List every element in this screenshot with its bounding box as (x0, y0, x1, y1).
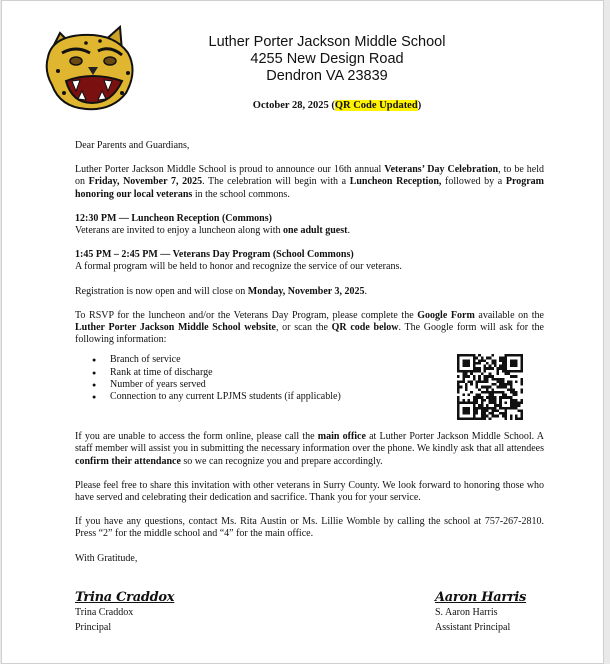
program-heading: 1:45 PM – 2:45 PM — Veterans Day Program (School Commons) (75, 249, 354, 261)
rsvp-paragraph: To RSVP for the luncheon and/or the Veterans Day Program, please complete the Google Form available on the Luther Porter Jackson Middle School website, or scan the QR code below. The Google form will ask for the following information: (75, 309, 544, 346)
closing: With Gratitude, (75, 552, 138, 564)
principal-signature-block (75, 590, 174, 635)
letter-page (1, 0, 604, 664)
assistant-principal-title: Assistant Principal (435, 622, 511, 633)
principal-title: Principal (75, 622, 112, 633)
salutation: Dear Parents and Guardians, (75, 140, 190, 151)
contact-paragraph: If you have any questions, contact Ms. Rita Austin or Ms. Lillie Womble by calling the school at 757-267-2810. Press “2” for the middle school and “4” for the main office. (75, 516, 544, 540)
intro-paragraph: Luther Porter Jackson Middle School is proud to announce our 16th annual Veterans’ Day Celebration, to be held on Friday, November 7, 2025. The celebration will begin with a Luncheon Reception, followed by a Program honoring our local veterans in the school commons. (75, 164, 544, 200)
list-item: ● Branch of service (110, 354, 410, 366)
assistant-principal-signature: Aaron Harris (435, 590, 527, 605)
qr-code-icon[interactable] (457, 354, 523, 420)
principal-signature: Trina Craddox (75, 590, 175, 605)
school-address-block (162, 34, 492, 85)
letter-date: October 28, 2025 (QR Code Updated) (252, 100, 422, 111)
list-item: ● Rank at time of discharge (110, 367, 410, 379)
registration-paragraph: Registration is now open and will close on Monday, November 3, 2025. (75, 285, 368, 297)
assistant-principal-name: S. Aaron Harris (435, 607, 498, 618)
info-list (75, 354, 410, 403)
school-name: Luther Porter Jackson Middle School (208, 34, 446, 50)
school-city: Dendron VA 23839 (266, 68, 388, 84)
share-paragraph: Please feel free to share this invitation with other veterans in Surry County. We look forward to honoring those who have served and celebrating their dedication and sacrifice. Thank you for your service. (75, 479, 544, 504)
luncheon-heading: 12:30 PM — Luncheon Reception (Commons) (75, 212, 272, 224)
assistant-principal-signature-block (435, 590, 526, 635)
principal-name: Trina Craddox (75, 607, 134, 618)
qr-updated-highlight: QR Code Updated (334, 100, 418, 111)
phone-paragraph: If you are unable to access the form online, please call the main office at Luther Porter Jackson Middle School. A staff member will assist you in submitting the necessary information over the phone. We kindly ask that all attendees confirm their attendance so we can recognize you and prepare accordingly. (75, 431, 544, 467)
list-item: ● Connection to any current LPJMS students (if applicable) (110, 391, 410, 403)
program-section: 1:45 PM – 2:45 PM — Veterans Day Program (School Commons) A formal program will be held to honor and recognize the service of our veterans. (75, 249, 402, 273)
luncheon-section: 12:30 PM — Luncheon Reception (Commons) Veterans are invited to enjoy a luncheon along with one adult guest. (75, 212, 350, 237)
school-street: 4255 New Design Road (250, 51, 404, 67)
list-item: ● Number of years served (110, 379, 410, 391)
